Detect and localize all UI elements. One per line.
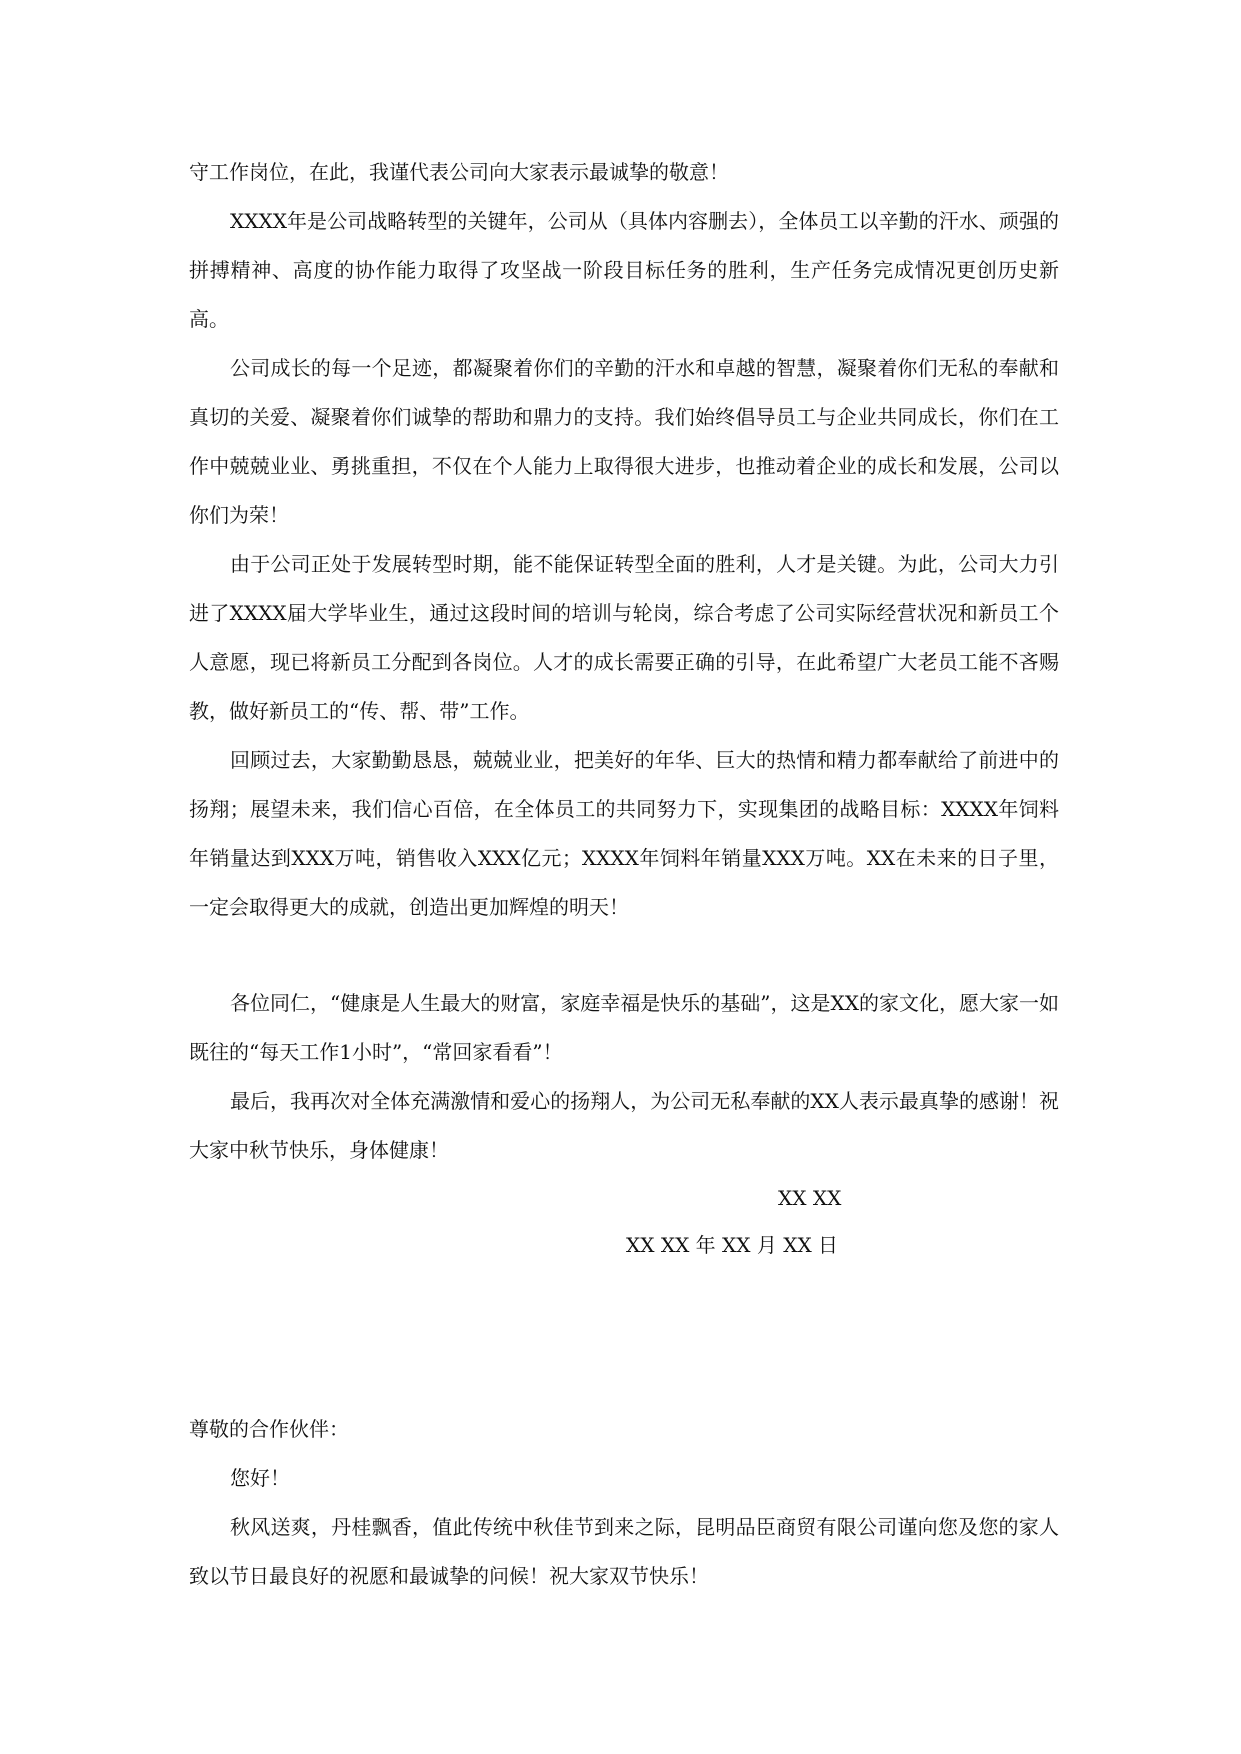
paragraph-6: 各位同仁，“健康是人生最大的财富，家庭幸福是快乐的基础”，这是XX的家文化，愿大家一如既往的“每天工作1小时”，“常回家看看”！ bbox=[189, 991, 1059, 1064]
letter-body-2 bbox=[189, 1405, 1059, 1601]
paragraph-7: 最后，我再次对全体充满激情和爱心的扬翔人，为公司无私奉献的XX人表示最真挚的感谢！祝大家中秋节快乐，身体健康！ bbox=[189, 1089, 1059, 1162]
letter-closing-1 bbox=[189, 979, 1059, 1175]
salutation: 尊敬的合作伙伴： bbox=[189, 1417, 349, 1441]
letter-body-1 bbox=[189, 148, 1059, 932]
signature-date: XX XX 年 XX 月 XX 日 bbox=[626, 1233, 839, 1257]
paragraph-3: 公司成长的每一个足迹，都凝聚着你们的辛勤的汗水和卓越的智慧，凝聚着你们无私的奉献和真切的关爱、凝聚着你们诚挚的帮助和鼎力的支持。我们始终倡导员工与企业共同成长，你们在工作中兢兢业业、勇挑重担，不仅在个人能力上取得很大进步，也推动着企业的成长和发展，公司以你们为荣！ bbox=[189, 356, 1059, 527]
greeting: 您好！ bbox=[230, 1466, 290, 1490]
paragraph-1: 守工作岗位，在此，我谨代表公司向大家表示最诚挚的敬意！ bbox=[189, 160, 729, 184]
paragraph-2: XXXX年是公司战略转型的关键年，公司从（具体内容删去），全体员工以辛勤的汗水、顽强的拼搏精神、高度的协作能力取得了攻坚战一阶段目标任务的胜利，生产任务完成情况更创历史新高。 bbox=[189, 209, 1059, 331]
signature: XX XX bbox=[778, 1186, 842, 1210]
paragraph-5: 回顾过去，大家勤勤恳恳，兢兢业业，把美好的年华、巨大的热情和精力都奉献给了前进中的扬翔；展望未来，我们信心百倍，在全体员工的共同努力下，实现集团的战略目标：XXXX年饲料年销量达到XXX万吨，销售收入XXX亿元；XXXX年饲料年销量XXX万吨。XX在未来的日子里，一定会取得更大的成就，创造出更加辉煌的明天！ bbox=[189, 748, 1059, 919]
paragraph-4: 由于公司正处于发展转型时期，能不能保证转型全面的胜利，人才是关键。为此，公司大力引进了XXXX届大学毕业生，通过这段时间的培训与轮岗，综合考虑了公司实际经营状况和新员工个人意愿，现已将新员工分配到各岗位。人才的成长需要正确的引导，在此希望广大老员工能不吝赐教，做好新员工的“传、帮、带”工作。 bbox=[189, 552, 1059, 723]
paragraph-8: 秋风送爽，丹桂飘香，值此传统中秋佳节到来之际，昆明品臣商贸有限公司谨向您及您的家人致以节日最良好的祝愿和最诚挚的问候！祝大家双节快乐！ bbox=[189, 1515, 1059, 1588]
